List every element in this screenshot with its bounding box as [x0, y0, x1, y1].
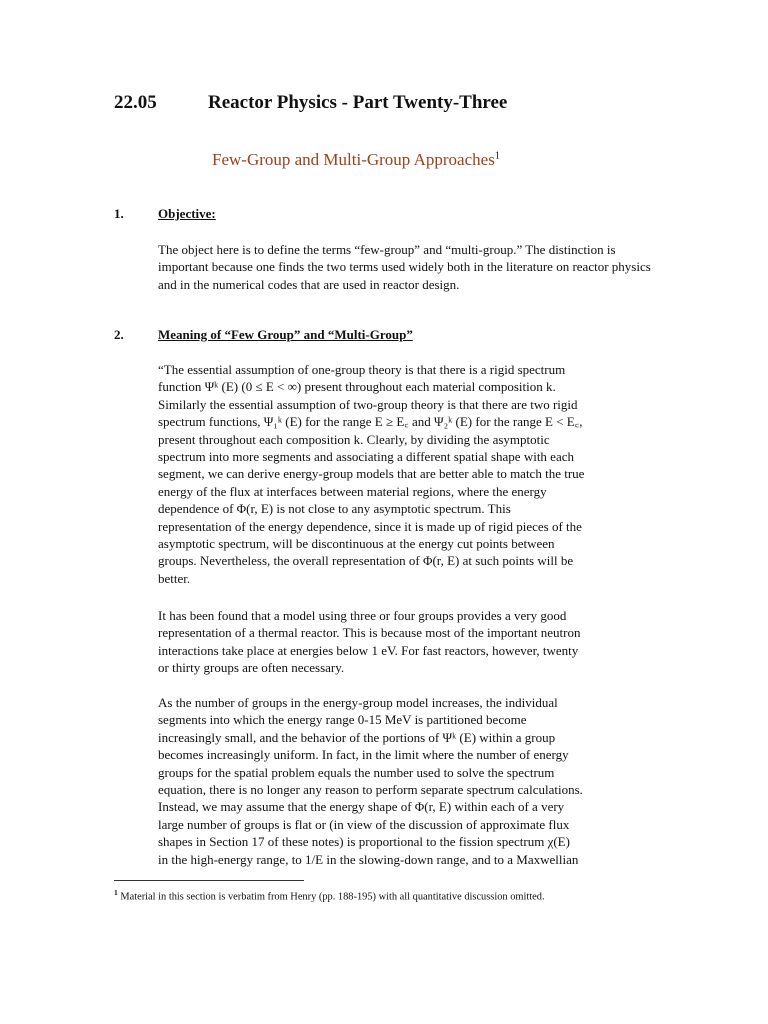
paragraph-line: or thirty groups are often necessary. — [158, 660, 345, 676]
paragraph-line: It has been found that a model using three or four groups provides a very good — [158, 608, 567, 623]
quote-line: better. — [158, 570, 191, 586]
course-number: 22.05 — [114, 92, 157, 113]
quote-line: dependence of Φ(r, E) is not close to any asymptotic spectrum. This — [158, 501, 511, 517]
footnote — [114, 888, 545, 902]
document-header — [114, 92, 507, 114]
paragraph-line: representation of a thermal reactor. This is because most of the important neutron — [158, 625, 581, 641]
section-1-number: 1. — [114, 206, 124, 221]
quote-line: spectrum into more segments and associating a different spatial shape with each — [158, 449, 574, 465]
quote-line: groups. Nevertheless, the overall representation of Φ(r, E) at such points will be — [158, 553, 574, 569]
quote-line: representation of the energy dependence, since it is made up of rigid pieces of the — [158, 518, 582, 534]
paragraph-line: segments into which the energy range 0-15 MeV is partitioned become — [158, 712, 527, 728]
paragraph-line: large number of groups is flat or (in view of the discussion of approximate flux — [158, 816, 570, 832]
subtitle-text: Few-Group and Multi-Group Approaches — [212, 150, 495, 169]
quote-line: Similarly the essential assumption of two-group theory is that there are two rigid — [158, 396, 578, 412]
footnote-reference[interactable]: 1 — [494, 150, 500, 162]
section-2-number: 2. — [114, 327, 124, 342]
document-title: Reactor Physics - Part Twenty-Three — [208, 92, 508, 113]
paragraph-line: groups for the spatial problem equals the number used to solve the spectrum — [158, 764, 555, 780]
section-subtitle — [212, 150, 500, 170]
section-1-heading — [114, 206, 216, 222]
section-2-heading — [114, 327, 413, 343]
quote-line: spectrum functions, Ψ₁ᵏ (E) for the range E ≥ E꜀ and Ψ₂ᵏ (E) for the range E < E꜀, — [158, 414, 583, 430]
quote-line: segment, we can derive energy-group models that are better able to match the true — [158, 466, 585, 482]
paragraph-line: in the high-energy range, to 1/E in the slowing-down range, and to a Maxwellian — [158, 851, 579, 867]
objective-paragraph — [158, 241, 658, 293]
paragraph-line: As the number of groups in the energy-group model increases, the individual — [158, 695, 558, 710]
section-1-title: Objective: — [158, 206, 216, 221]
paragraph-line: interactions take place at energies below 1 eV. For fast reactors, however, twenty — [158, 642, 579, 658]
thermal-reactor-paragraph — [158, 607, 658, 677]
quote-line: present throughout each composition k. Clearly, by dividing the asymptotic — [158, 431, 550, 447]
quote-line: “The essential assumption of one-group theory is that there is a rigid spectrum — [158, 362, 566, 377]
footnote-text: Material in this section is verbatim from Henry (pp. 188-195) with all quantitative discussion omitted. — [117, 891, 545, 903]
paragraph-line: shapes in Section 17 of these notes) is proportional to the fission spectrum χ(E) — [158, 834, 570, 850]
quote-line: energy of the flux at interfaces between material regions, where the energy — [158, 483, 547, 499]
footnote-mark: 1 — [114, 888, 118, 897]
paragraph-line: becomes increasingly uniform. In fact, in the limit where the number of energy — [158, 747, 569, 763]
groups-paragraph — [158, 694, 658, 868]
paragraph-line: Instead, we may assume that the energy shape of Φ(r, E) within each of a very — [158, 799, 565, 815]
section-2-title: Meaning of “Few Group” and “Multi-Group” — [158, 327, 413, 342]
quote-paragraph — [158, 361, 658, 587]
quote-line: function Ψᵏ (E) (0 ≤ E < ∞) present throughout each material composition k. — [158, 379, 556, 395]
objective-text: The object here is to define the terms “few-group” and “multi-group.” The distinction is important because one finds the two terms used widely both in the literature on reactor physics and in the numerical codes that are used in reactor design. — [158, 242, 651, 292]
paragraph-line: increasingly small, and the behavior of the portions of Ψᵏ (E) within a group — [158, 729, 556, 745]
footnote-divider — [114, 880, 304, 881]
paragraph-line: equation, there is no longer any reason to perform separate spectrum calculations. — [158, 782, 583, 798]
quote-line: asymptotic spectrum, will be discontinuous at the energy cut points between — [158, 536, 555, 552]
